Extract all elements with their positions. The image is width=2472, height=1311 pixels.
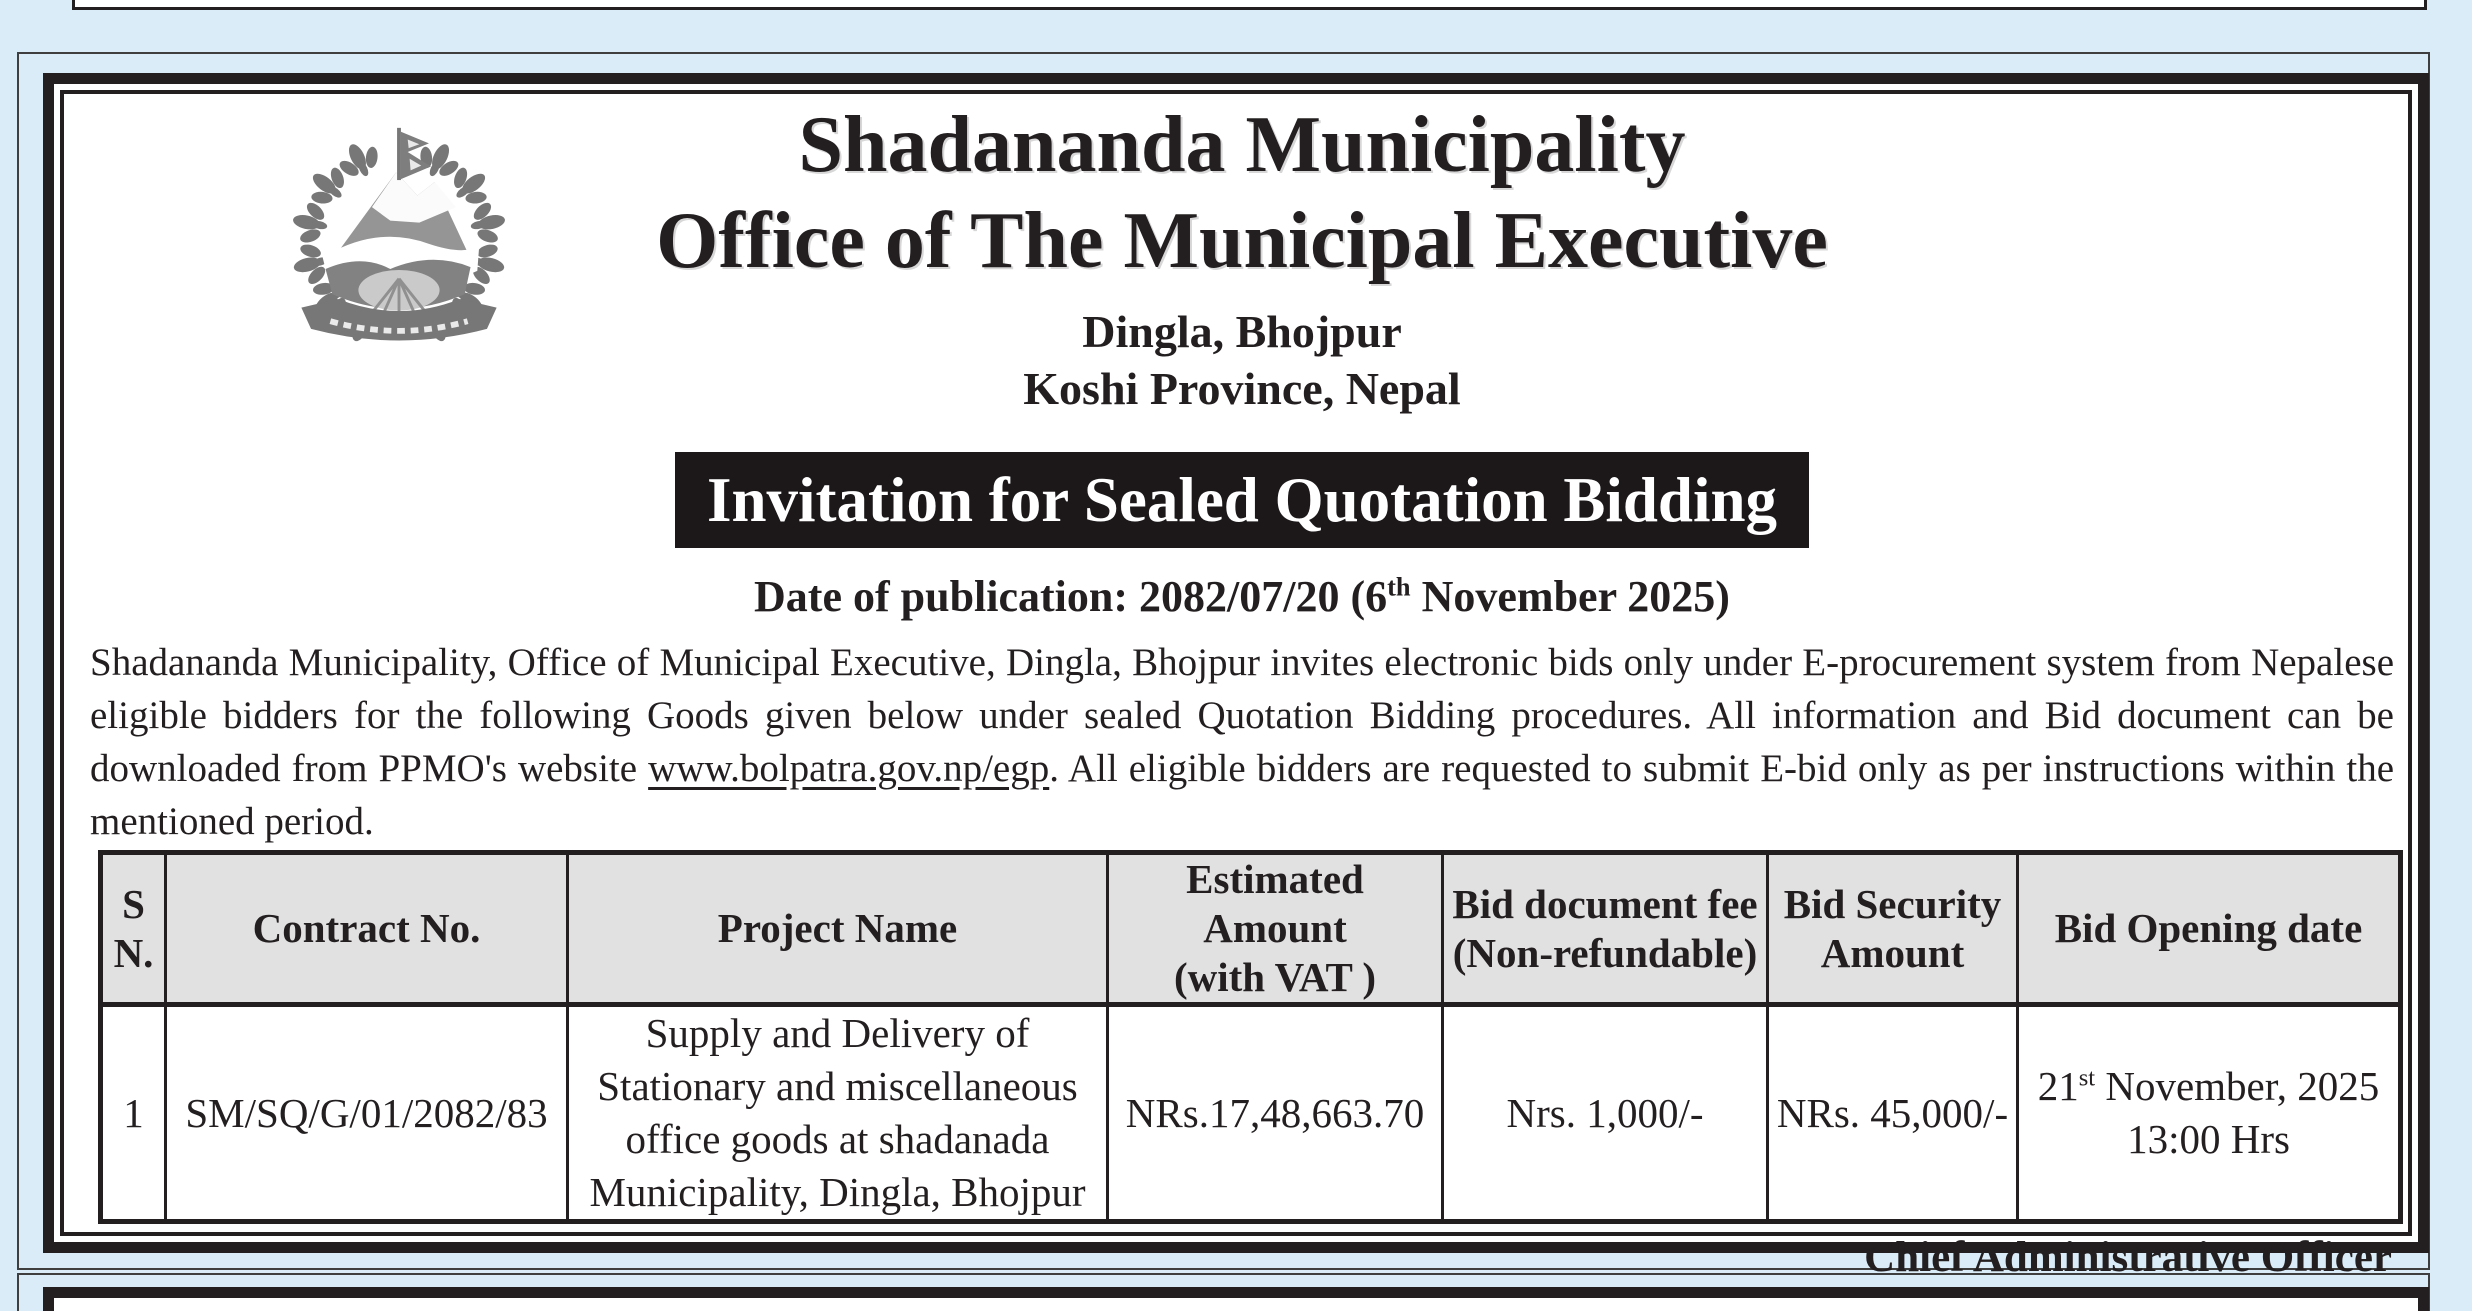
bid-table (98, 850, 2403, 1224)
bid-opening-ordinal: st (2078, 1064, 2096, 1092)
table-row (101, 1005, 2401, 1222)
publication-date-text: Date of publication: 2082/07/20 (6 (754, 572, 1388, 621)
project-name-line: Stationary and miscellaneous (597, 1063, 1078, 1109)
cell-contract-no: SM/SQ/G/01/2082/83 (166, 1005, 568, 1222)
col-header-bid-document-fee (1443, 853, 1768, 1005)
col-header-security-line1: Bid Security (1783, 880, 2002, 927)
bid-opening-time: 13:00 Hrs (2127, 1116, 2290, 1162)
col-header-fee-line1: Bid document fee (1452, 880, 1758, 927)
notice-title-row (90, 452, 2394, 548)
adjacent-notice-below-border (17, 1273, 2430, 1311)
publication-date (90, 572, 2394, 622)
col-header-project-name: Project Name (568, 853, 1108, 1005)
col-header-bid-opening-date: Bid Opening date (2018, 853, 2401, 1005)
adjacent-notice-above (72, 0, 2427, 10)
address-line-2: Koshi Province, Nepal (1023, 363, 1461, 414)
col-header-estimated-line2: (with VAT ) (1173, 954, 1377, 1000)
publication-date-ordinal: th (1387, 571, 1411, 602)
cell-bid-security-amount: NRs. 45,000/- (1768, 1005, 2018, 1222)
col-header-fee-line2: (Non-refundable) (1452, 929, 1758, 976)
col-header-estimated-amount (1108, 853, 1443, 1005)
municipality-crest-emblem-icon (270, 124, 528, 356)
cell-project-name (568, 1005, 1108, 1222)
bolpatra-url-text: www.bolpatra.gov.np/egp (648, 747, 1050, 790)
adjacent-notice-below (43, 1287, 2429, 1311)
col-header-security-line2: Amount (1820, 929, 1965, 976)
office-name: Office of The Municipal Executive (656, 197, 1828, 285)
cell-bid-opening-date (2018, 1005, 2401, 1222)
bid-opening-month-year: November, 2025 (2095, 1063, 2380, 1109)
notice-inner-frame (60, 90, 2412, 1281)
notice-title-banner: Invitation for Sealed Quotation Bidding (675, 452, 1809, 548)
municipality-name: Shadananda Municipality (798, 101, 1686, 189)
intro-text-after-url: . All eligible bidders are requested to submit E-bid only as per instructions within the mentioned period. (90, 747, 2394, 843)
signature-title: Chief Administrative Officer (1864, 1234, 2392, 1281)
address-line-1: Dingla, Bhojpur (1082, 306, 1402, 357)
col-header-contract-no: Contract No. (166, 853, 568, 1005)
notice-frame (43, 73, 2429, 1281)
bid-table-header-row (101, 853, 2401, 1005)
publication-date-tail: November 2025) (1410, 572, 1730, 621)
project-name-line: Municipality, Dingla, Bhojpur (589, 1169, 1086, 1215)
col-header-sn (101, 853, 166, 1005)
bid-opening-day: 21 (2037, 1063, 2079, 1109)
col-header-sn-line1: S (122, 880, 145, 927)
cell-sn: 1 (101, 1005, 166, 1222)
bid-opening-date-line (2025, 1060, 2392, 1113)
project-name-line: office goods at shadanada (625, 1116, 1050, 1162)
cell-estimated-amount: NRs.17,48,663.70 (1108, 1005, 1443, 1222)
cell-bid-document-fee: Nrs. 1,000/- (1443, 1005, 1768, 1222)
notice-content (64, 94, 2408, 1281)
intro-text-before-url: Shadananda Municipality, Office of Municipal Executive, Dingla, Bhojpur invites electronic bids only under E-procurement system from Nepalese eligible bidders for the following Goods given below under sealed Quotation Bidding procedures. All information and Bid document can be downloaded from PPMO's website (90, 641, 2394, 790)
intro-paragraph (90, 636, 2394, 848)
notice-outer-border (17, 52, 2430, 1281)
project-name-line: Supply and Delivery of (645, 1010, 1030, 1056)
col-header-estimated-line1: Estimated Amount (1186, 856, 1364, 951)
col-header-bid-security (1768, 853, 2018, 1005)
col-header-sn-line2: N. (113, 929, 154, 976)
